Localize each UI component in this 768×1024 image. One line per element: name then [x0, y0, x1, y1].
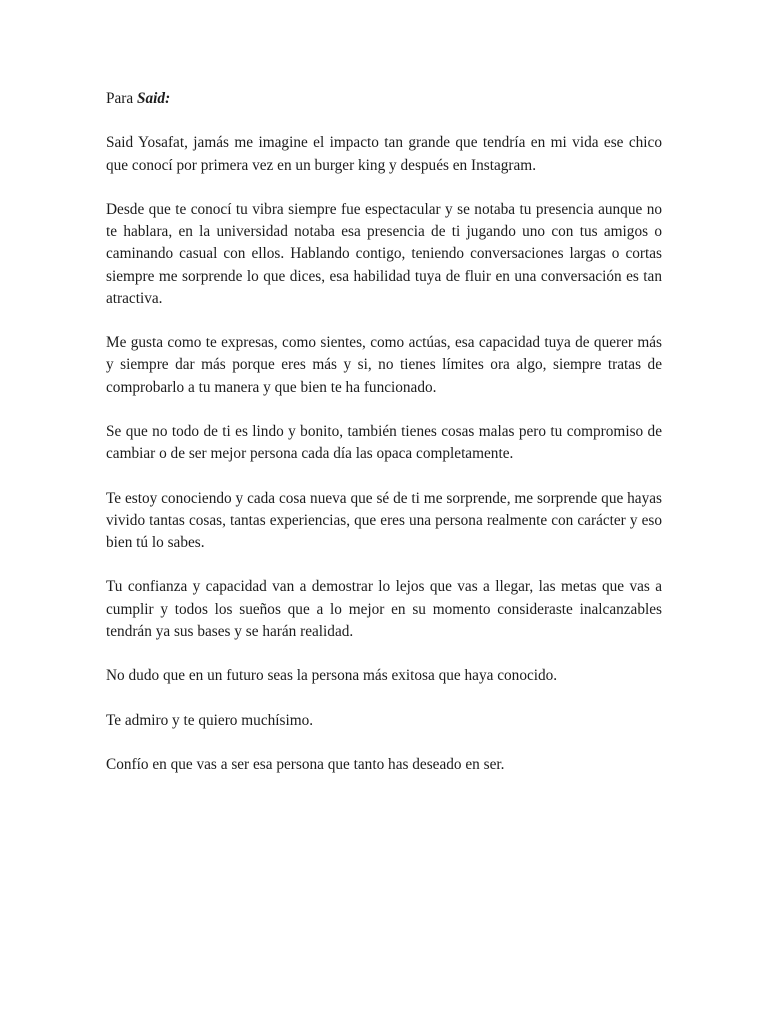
paragraph-5: Te estoy conociendo y cada cosa nueva que sé de ti me sorprende, me sorprende que hayas vivido tantas cosas, tantas experiencias, que eres una persona realmente con carácter y eso bien tú lo sabes.	[106, 489, 662, 551]
greeting-name: Said:	[137, 90, 171, 107]
paragraph-2: Desde que te conocí tu vibra siempre fue espectacular y se notaba tu presencia aunque no te hablara, en la universidad notaba esa presencia de ti jugando uno con tus amigos o caminando casual con ellos. Hablando contigo, teniendo conversaciones largas o cortas siempre me sorprende lo que dices, esa habilidad tuya de fluir en una conversación es tan atractiva.	[106, 200, 662, 307]
paragraph-3: Me gusta como te expresas, como sientes, como actúas, esa capacidad tuya de querer más y siempre dar más porque eres más y si, no tienes límites ora algo, siempre tratas de comprobarlo a tu manera y que bien te ha funcionado.	[106, 334, 662, 396]
letter-body	[106, 88, 662, 798]
paragraph-7: No dudo que en un futuro seas la persona más exitosa que haya conocido.	[106, 667, 558, 685]
paragraph-6: Tu confianza y capacidad van a demostrar lo lejos que vas a llegar, las metas que vas a cumplir y todos los sueños que a lo mejor en su momento consideraste inalcanzables tendrán ya sus bases y se harán realidad.	[106, 578, 662, 640]
paragraph-1: Said Yosafat, jamás me imagine el impacto tan grande que tendría en mi vida ese chico que conocí por primera vez en un burger king y después en Instagram.	[106, 134, 662, 174]
paragraph-4: Se que no todo de ti es lindo y bonito, también tienes cosas malas pero tu compromiso de cambiar o de ser mejor persona cada día las opaca completamente.	[106, 422, 662, 463]
greeting-line	[106, 88, 662, 110]
greeting-prefix: Para	[106, 90, 138, 107]
paragraph-8: Te admiro y te quiero muchísimo.	[106, 711, 314, 729]
paragraph-9: Confío en que vas a ser esa persona que tanto has deseado en ser.	[106, 755, 505, 773]
